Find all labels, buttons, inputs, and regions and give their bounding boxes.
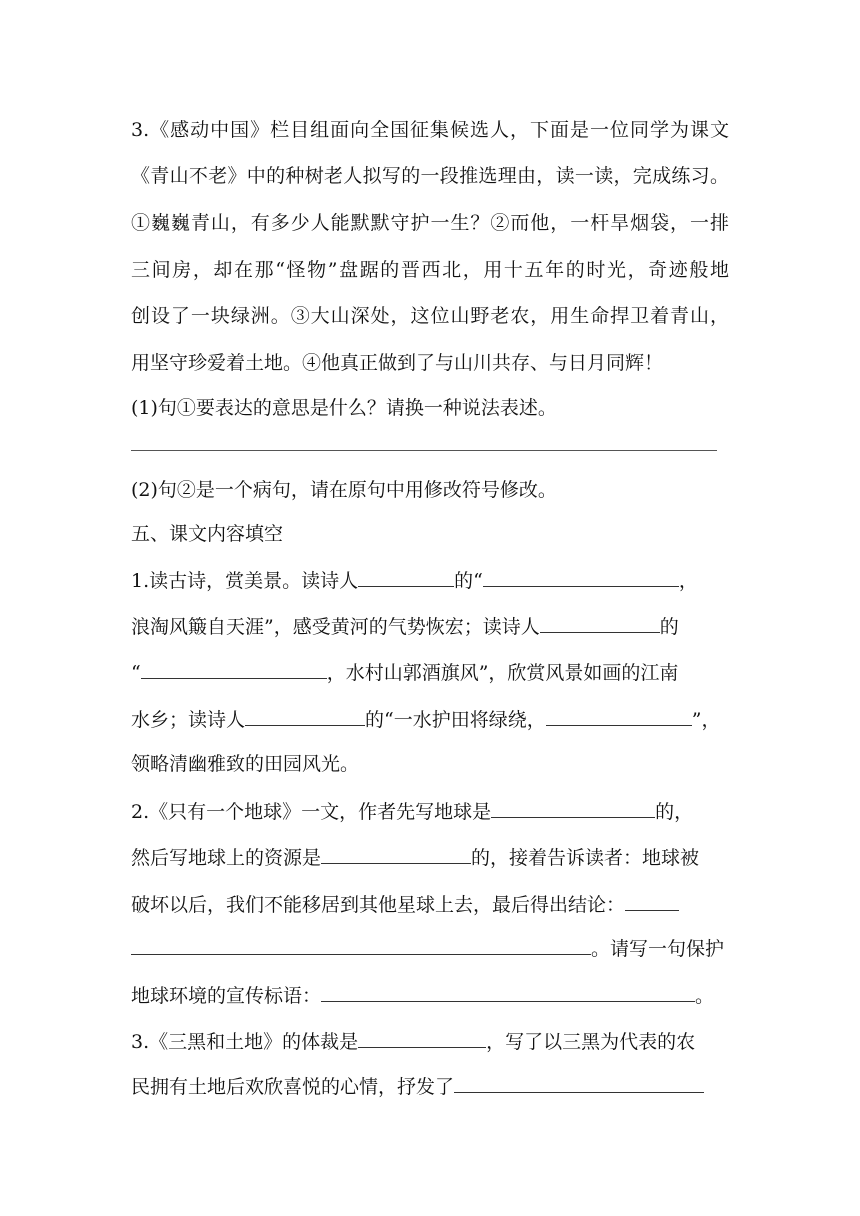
item2-text-b: 的， bbox=[655, 801, 694, 823]
item2-line-4 bbox=[131, 934, 724, 963]
item1-text-i: 的“一水护田将绿绕， bbox=[365, 709, 546, 731]
blank-poet-3[interactable] bbox=[245, 705, 365, 726]
item2-text-c: 然后写地球上的资源是 bbox=[131, 847, 322, 869]
item1-text-c: ， bbox=[678, 570, 698, 592]
q3-line-4: 三间房，却在那“怪物”盘踞的晋西北，用十五年的时光，奇迹般地 bbox=[131, 259, 729, 281]
blank-poet-2[interactable] bbox=[540, 612, 660, 633]
item1-line-5: 领略清幽雅致的田园风光。 bbox=[131, 753, 360, 775]
item3-text-a: 3.《三黑和土地》的体裁是 bbox=[131, 1031, 359, 1053]
item1-line-1 bbox=[131, 566, 698, 595]
blank-verse-2[interactable] bbox=[141, 658, 327, 679]
item2-text-a: 2.《只有一个地球》一文，作者先写地球是 bbox=[131, 801, 492, 823]
item1-line-2 bbox=[131, 612, 679, 641]
item2-text-h: 。 bbox=[695, 985, 715, 1007]
q3-line-1: 3.《感动中国》栏目组面向全国征集候选人，下面是一位同学为课文 bbox=[131, 119, 729, 141]
item2-line-1 bbox=[131, 797, 693, 826]
item2-text-d: 的，接着告诉读者：地球被 bbox=[471, 847, 700, 869]
q3-subquestion-2: (2)句②是一个病句，请在原句中用修改符号修改。 bbox=[131, 479, 557, 501]
q3-line-6: 用坚守珍爱着土地。④他真正做到了与山川共存、与日月同辉！ bbox=[131, 352, 664, 374]
item2-line-3 bbox=[131, 890, 679, 919]
item2-line-5 bbox=[131, 981, 714, 1010]
item1-text-h: 水乡；读诗人 bbox=[131, 709, 246, 731]
item3-line-2 bbox=[131, 1072, 704, 1101]
blank-conclusion[interactable] bbox=[131, 934, 591, 955]
q3-line-5: 创设了一块绿洲。③大山深处，这位山野老农，用生命捍卫着青山， bbox=[131, 305, 729, 327]
blank-emotion[interactable] bbox=[454, 1072, 704, 1093]
blank-slogan[interactable] bbox=[321, 981, 695, 1002]
q3-line-2: 《青山不老》中的种树老人拟写的一段推选理由，读一读，完成练习。 bbox=[131, 165, 729, 187]
item3-line-1 bbox=[131, 1027, 695, 1056]
blank-resources[interactable] bbox=[321, 843, 471, 864]
item1-text-b: 的“ bbox=[454, 570, 483, 592]
item1-text-f: “ bbox=[131, 662, 141, 684]
blank-poet-1[interactable] bbox=[358, 566, 454, 587]
item3-text-b: ，写了以三黑为代表的农 bbox=[486, 1031, 696, 1053]
item1-text-d: 浪淘风簸自天涯”，感受黄河的气势恢宏；读诗人 bbox=[131, 616, 540, 638]
item2-text-g: 地球环境的宣传标语： bbox=[131, 985, 322, 1007]
blank-earth-feature[interactable] bbox=[491, 797, 655, 818]
blank-conclusion-start[interactable] bbox=[625, 890, 679, 911]
blank-genre[interactable] bbox=[358, 1027, 486, 1048]
item1-text-j: ”， bbox=[691, 709, 721, 731]
answer-line[interactable] bbox=[131, 450, 717, 451]
item2-line-2 bbox=[131, 843, 699, 872]
item1-line-4 bbox=[131, 705, 720, 734]
section-heading: 五、课文内容填空 bbox=[131, 523, 284, 545]
blank-verse-3[interactable] bbox=[546, 705, 692, 726]
item1-text-e: 的 bbox=[659, 616, 679, 638]
blank-verse-1[interactable] bbox=[483, 566, 679, 587]
item2-text-e: 破坏以后，我们不能移居到其他星球上去，最后得出结论： bbox=[131, 894, 626, 916]
item1-text-g: ，水村山郭酒旗风”，欣赏风景如画的江南 bbox=[326, 662, 679, 684]
item1-line-3 bbox=[131, 658, 678, 687]
item2-text-f: 。请写一句保护 bbox=[591, 938, 725, 960]
q3-subquestion-1: (1)句①要表达的意思是什么？请换一种说法表述。 bbox=[131, 397, 557, 419]
q3-line-3: ①巍巍青山，有多少人能默默守护一生？②而他，一杆旱烟袋，一排 bbox=[131, 212, 729, 234]
item1-text-a: 1.读古诗，赏美景。读诗人 bbox=[131, 570, 359, 592]
item3-text-c: 民拥有土地后欢欣喜悦的心情，抒发了 bbox=[131, 1076, 455, 1098]
